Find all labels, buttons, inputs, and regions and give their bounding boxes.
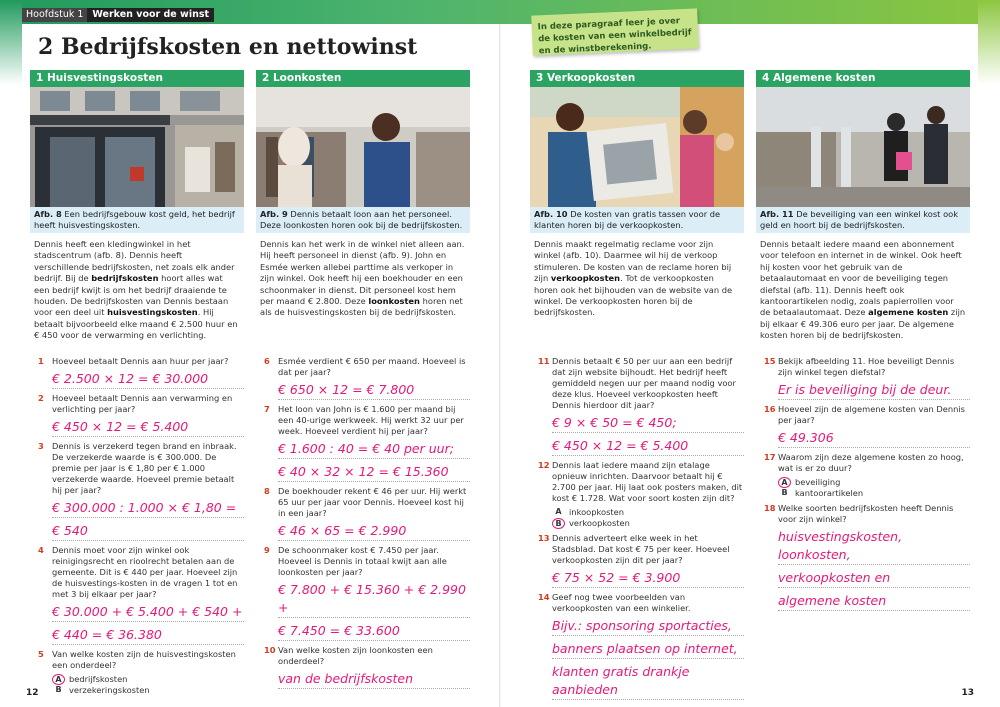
intro-part: Dennis betaalt iedere maand een abonnement voor telefoon en internet in de winkel. Ook heeft hij kosten voor het gebruik van de betaalautomaat en voor de beveiliging tegen diefstal (afb. 11). Dennis heeft ook kantoorartikelen nodig, zoals papierrollen voor de betaalautomaat. Deze	[760, 239, 962, 318]
section-header: 1 Huisvestingskosten	[30, 70, 244, 87]
answer-line[interactable]: € 650 × 12 = € 7.800	[278, 381, 470, 400]
answer-option[interactable]	[778, 488, 970, 499]
question-number: 10	[264, 645, 276, 655]
figure-caption	[256, 207, 470, 233]
learning-goal-note: In deze paragraaf leer je over de kosten van een winkelbedrijf en de winstberekening.	[531, 8, 699, 55]
section-header: 4 Algemene kosten	[756, 70, 970, 87]
question	[538, 460, 744, 504]
question	[38, 441, 244, 496]
answer-option[interactable]	[52, 674, 244, 685]
answer-option[interactable]	[778, 477, 970, 488]
answer-line[interactable]: € 300.000 : 1.000 × € 1,80 =	[52, 499, 244, 518]
figure-label: Afb. 10	[534, 209, 568, 219]
answer-line[interactable]: € 440 = € 36.380	[52, 626, 244, 645]
intro-part: . Hij betaalt bijvoorbeeld elke maand € 2.500 huur en € 450 voor de verwarming en verlichting.	[34, 307, 238, 341]
question-number: 14	[538, 592, 550, 602]
intro-part: Dennis maakt regelmatig reclame voor zijn winkel (afb. 10). Daarmee wil hij de verkoop stimuleren. De kosten van de reclame horen bij zijn	[534, 239, 732, 284]
tote-bag-illustration	[530, 87, 744, 207]
question-text: Hoeveel zijn de algemene kosten van Dennis per jaar?	[778, 404, 965, 425]
section-header: 2 Loonkosten	[256, 70, 470, 87]
option-text: beveiliging	[795, 477, 841, 487]
left-color-band	[0, 0, 22, 707]
questions-column-2	[264, 356, 470, 693]
caption-text: Een bedrijfsgebouw kost geld, het bedrijf heeft huisvestingskosten.	[34, 209, 235, 230]
book-gutter	[499, 24, 501, 707]
intro-part: . Tot de verkoopkosten horen ook het bijhouden van de website van de winkel. De verkoopkosten horen bij de bedrijfskosten.	[534, 273, 733, 318]
answer-line[interactable]: € 46 × 65 = € 2.990	[278, 522, 470, 541]
column-verkoopkosten	[530, 70, 744, 319]
answer-line[interactable]: Bijv.: sponsoring sportacties,	[552, 617, 744, 636]
question-text: Van welke kosten zijn loonkosten een onderdeel?	[278, 645, 433, 666]
figure-label: Afb. 8	[34, 209, 62, 219]
answer-line[interactable]: € 49.306	[778, 429, 970, 448]
question	[764, 404, 970, 426]
question	[764, 503, 970, 525]
question	[264, 356, 470, 378]
option-letter[interactable]: B	[55, 685, 62, 694]
answer-line[interactable]: € 1.600 : 40 = € 40 per uur;	[278, 440, 470, 459]
question	[38, 545, 244, 600]
caption-text: De kosten van gratis tassen voor de klanten horen bij de verkoopkosten.	[534, 209, 721, 230]
question-text: De boekhouder rekent € 46 per uur. Hij werkt 65 uur per jaar voor Dennis. Hoeveel kost hij in een jaar?	[278, 486, 467, 518]
column-huisvestingskosten	[30, 70, 244, 342]
question-number: 2	[38, 393, 44, 403]
question	[264, 645, 470, 667]
chapter-label	[22, 8, 214, 22]
question	[538, 592, 744, 614]
question	[264, 486, 470, 519]
page-number-right: 13	[961, 688, 974, 698]
section-header: 3 Verkoopkosten	[530, 70, 744, 87]
question-text: Bekijk afbeelding 11. Hoe beveiligt Dennis zijn winkel tegen diefstal?	[778, 356, 955, 377]
question-number: 3	[38, 441, 44, 451]
question-number: 9	[264, 545, 270, 555]
question-number: 16	[764, 404, 776, 414]
answer-line[interactable]: verkoopkosten en	[778, 569, 970, 588]
answer-line[interactable]: € 7.800 + € 15.360 + € 2.990 +	[278, 581, 470, 618]
figure-caption	[530, 207, 744, 233]
question-number: 15	[764, 356, 776, 366]
option-text: verkoopkosten	[569, 518, 630, 528]
questions-column-4	[764, 356, 970, 615]
page-title: 2 Bedrijfskosten en nettowinst	[38, 34, 418, 60]
question-number: 17	[764, 452, 776, 462]
keyword: verkoopkosten	[550, 273, 621, 284]
answer-option[interactable]	[552, 507, 744, 518]
intro-part: horen net als de huisvestingskosten bij de bedrijfskosten.	[260, 296, 463, 318]
question-number: 1	[38, 356, 44, 366]
intro-text	[256, 233, 470, 319]
answer-line[interactable]: € 30.000 + € 5.400 + € 540 +	[52, 603, 244, 622]
staff-photo	[256, 87, 470, 207]
caption-text: Dennis betaalt loon aan het personeel. Deze loonkosten horen ook bij de bedrijfskosten.	[260, 209, 463, 230]
question-text: Esmée verdient € 650 per maand. Hoeveel is dat per jaar?	[278, 356, 466, 377]
answer-line[interactable]: huisvestingskosten, loonkosten,	[778, 528, 970, 565]
intro-text	[756, 233, 970, 342]
answer-line[interactable]: van de bedrijfskosten	[278, 670, 470, 689]
answer-line[interactable]: € 2.500 × 12 = € 30.000	[52, 370, 244, 389]
answer-option[interactable]	[52, 685, 244, 696]
question	[538, 533, 744, 566]
question	[764, 452, 970, 474]
question-text: Dennis betaalt € 50 per uur aan een bedrijf dat zijn website bijhoudt. Het bedrijf heeft gemiddeld negen uur per maand nodig voor deze klus. Hoeveel verkoopkosten heeft Dennis hierdoor dit jaar?	[552, 356, 736, 410]
intro-part: zijn bij elkaar € 49.306 euro per jaar. De algemene kosten horen bij de bedrijfskosten.	[760, 307, 966, 341]
question-number: 11	[538, 356, 550, 366]
intro-text	[530, 233, 744, 319]
right-color-band	[978, 0, 1000, 707]
intro-part: Dennis heeft een kledingwinkel in het stadscentrum (afb. 8). Dennis heeft verschillende bedrijfskosten, net zoals elk ander bedrijf. Bij de	[34, 239, 235, 284]
question-number: 4	[38, 545, 44, 555]
questions-column-3	[538, 356, 744, 704]
keyword: loonkosten	[368, 296, 420, 307]
option-letter[interactable]: A	[555, 507, 562, 516]
question-text: Van welke kosten zijn de huisvestingskosten een onderdeel?	[52, 649, 236, 670]
answer-line[interactable]: € 9 × € 50 = € 450;	[552, 414, 744, 433]
option-text: inkoopkosten	[569, 507, 625, 517]
security-gate-photo	[756, 87, 970, 207]
question-text: Welke soorten bedrijfskosten heeft Dennis voor zijn winkel?	[778, 503, 954, 524]
caption-text: De beveiliging van een winkel kost ook geld en hoort bij de bedrijfskosten.	[760, 209, 959, 230]
question-number: 7	[264, 404, 270, 414]
question-text: Dennis adverteert elke week in het Stadsblad. Dat kost € 75 per keer. Hoeveel verkoopkosten zijn dit per jaar?	[552, 533, 730, 565]
question-number: 5	[38, 649, 44, 659]
figure-caption	[756, 207, 970, 233]
question-text: Hoeveel betaalt Dennis aan huur per jaar?	[52, 356, 229, 366]
answer-line[interactable]: algemene kosten	[778, 592, 970, 611]
option-text: kantoorartikelen	[795, 488, 864, 498]
answer-line[interactable]: klanten gratis drankje aanbieden	[552, 663, 744, 700]
chapter-number: Hoofdstuk 1	[22, 8, 87, 22]
column-algemene-kosten	[756, 70, 970, 342]
answer-line[interactable]: Er is beveiliging bij de deur.	[778, 381, 970, 400]
option-letter[interactable]: B	[781, 488, 788, 497]
figure-caption	[30, 207, 244, 233]
question-text: Hoeveel betaalt Dennis aan verwarming en verlichting per jaar?	[52, 393, 233, 414]
keyword: algemene kosten	[868, 307, 949, 318]
figure-label: Afb. 11	[760, 209, 794, 219]
answer-line[interactable]: € 540	[52, 522, 244, 541]
answer-line[interactable]: € 75 × 52 = € 3.900	[552, 569, 744, 588]
option-letter-circled[interactable]: A	[52, 674, 65, 685]
option-letter-circled[interactable]: A	[778, 477, 791, 488]
question-number: 6	[264, 356, 270, 366]
question	[38, 393, 244, 415]
storefront-photo	[30, 87, 244, 207]
answer-line[interactable]: banners plaatsen op internet,	[552, 640, 744, 659]
question-text: Dennis moet voor zijn winkel ook reinigingsrecht en rioolrecht betalen aan de gemeente. Dit is € 440 per jaar. Hoeveel zijn de huisvestings-kosten in de vragen 1 tot en met 3 bij elkaar per jaar?	[52, 545, 238, 599]
option-letter-circled[interactable]: B	[552, 518, 565, 529]
question-text: De schoonmaker kost € 7.450 per jaar. Hoeveel is Dennis in totaal kwijt aan alle loonkosten per jaar?	[278, 545, 447, 577]
question-text: Waarom zijn deze algemene kosten zo hoog, wat is er zo duur?	[778, 452, 964, 473]
page-number-left: 12	[26, 688, 39, 698]
option-text: bedrijfskosten	[69, 674, 128, 684]
figure-label: Afb. 9	[260, 209, 288, 219]
intro-part: Dennis kan het werk in de winkel niet alleen aan. Hij heeft personeel in dienst (afb. 9). John en Esmée werken allebei parttime als verkoper in zijn winkel. Ook heeft hij een boekhouder en een schoonmaker in dienst. Dit personeel kost hem per maand € 2.800. Deze	[260, 239, 465, 307]
chapter-title: Werken voor de winst	[87, 8, 214, 22]
question	[764, 356, 970, 378]
answer-line[interactable]: € 450 × 12 = € 5.400	[52, 418, 244, 437]
question	[264, 404, 470, 437]
question	[38, 356, 244, 367]
question-number: 18	[764, 503, 776, 513]
question	[264, 545, 470, 578]
question	[38, 649, 244, 671]
question-text: Geef nog twee voorbeelden van verkoopkosten van een winkelier.	[552, 592, 691, 613]
option-text: verzekeringskosten	[69, 685, 150, 695]
keyword: huisvestingskosten	[107, 307, 198, 318]
answer-line[interactable]: € 40 × 32 × 12 = € 15.360	[278, 463, 470, 482]
answer-option[interactable]	[552, 518, 744, 529]
intro-text	[30, 233, 244, 342]
question-number: 13	[538, 533, 550, 543]
keyword: bedrijfskosten	[91, 273, 159, 284]
questions-column-1	[38, 356, 244, 696]
question-text: Dennis is verzekerd tegen brand en inbraak. De verzekerde waarde is € 300.000. De premie per jaar is € 1,80 per € 1.000 verzekerde waarde. Hoeveel premie betaalt hij per jaar?	[52, 441, 237, 495]
answer-line[interactable]: € 450 × 12 = € 5.400	[552, 437, 744, 456]
question-number: 8	[264, 486, 270, 496]
question-text: Het loon van John is € 1.600 per maand bij een 40-urige werkweek. Hij werkt 32 uur per week. Hoeveel verdient hij per jaar?	[278, 404, 464, 436]
intro-part: hoort alles wat een bedrijf kwijt is om het bedrijf draaiende te houden. De bedrijfskosten van Dennis bestaan voor een deel uit	[34, 273, 229, 318]
question	[538, 356, 744, 411]
question-text: Dennis laat iedere maand zijn etalage opnieuw inrichten. Daarvoor betaalt hij € 2.700 per jaar. Hij laat ook posters maken, dit kost € 1.728. Wat voor soort kosten zijn dit?	[552, 460, 743, 503]
answer-line[interactable]: € 7.450 = € 33.600	[278, 622, 470, 641]
question-number: 12	[538, 460, 550, 470]
column-loonkosten	[256, 70, 470, 319]
